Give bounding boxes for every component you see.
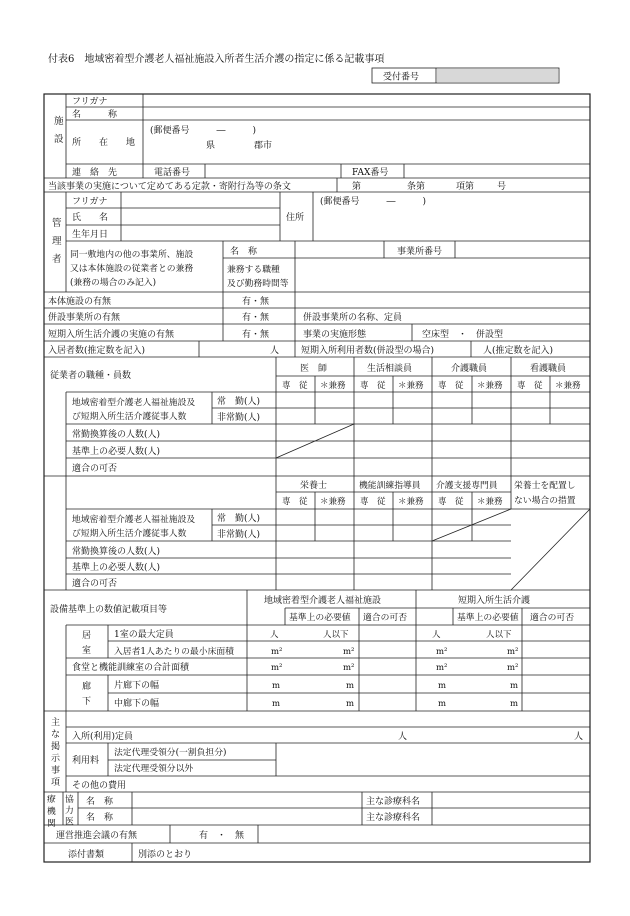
- corridor-single-label: 片廊下の幅: [114, 681, 160, 691]
- staff-row-label-1a: 地域密着型介護老人福祉施設及: [72, 398, 196, 408]
- manager-group-label-3: 者: [52, 254, 62, 265]
- medical-name-label-1: 名 称: [86, 797, 114, 807]
- role-counselor: 生活相談員: [367, 364, 413, 374]
- req-header-2: 基準上の必要値: [457, 613, 519, 623]
- facility-group-label-1: 施: [54, 116, 64, 127]
- facility-group-label-2: 設: [54, 134, 64, 145]
- svg-text:項: 項: [51, 778, 61, 788]
- room-label-1: 居: [82, 631, 92, 641]
- medical-name-label-2: 名 称: [86, 813, 114, 823]
- required-label-1: 基準上の必要人数(人): [72, 447, 161, 457]
- attached-label: 併設事業所の有無: [48, 313, 121, 323]
- corridor-middle-label: 中廊下の幅: [114, 699, 160, 709]
- reception-label: 受付番号: [383, 72, 420, 83]
- manager-postal-code: (郵便番号 ― ): [320, 197, 427, 207]
- concurrent-duty-line-1: 兼務する職種: [227, 265, 280, 275]
- articles-label: 当該事業の実施について定めてある定款・寄附行為等の条文: [48, 182, 291, 192]
- role-doctor: 医 師: [300, 364, 328, 374]
- full-time-label-1: 専 従: [282, 381, 308, 391]
- concurrent-line-1: 同一敷地内の他の事業所、施設: [70, 250, 194, 260]
- req-header-1: 基準上の必要値: [289, 613, 351, 623]
- unit-12: m²: [507, 663, 519, 673]
- full-time-label-3: 専 従: [438, 381, 464, 391]
- unit-15: m: [438, 681, 447, 691]
- unit-8: m²: [507, 647, 519, 657]
- part-time-label-1: ＊兼務: [320, 381, 346, 391]
- manager-name-label: 氏 名: [72, 213, 109, 223]
- part-time-label-2: ＊兼務: [398, 381, 424, 391]
- unit-3: 人: [432, 630, 441, 640]
- unit-17: m: [272, 699, 281, 709]
- concurrent-duty-line-2: 及び勤務時間等: [227, 279, 289, 289]
- form-border: [44, 94, 590, 862]
- role-nurse: 看護職員: [530, 364, 567, 374]
- svg-text:な: な: [51, 730, 61, 740]
- ok-header-2: 適合の可否: [530, 613, 574, 623]
- short-stay-value[interactable]: 有・無: [242, 330, 270, 340]
- paragraph-no: 項第: [456, 182, 475, 192]
- corridor-label-1: 廊: [82, 682, 92, 692]
- unit-5: m²: [271, 647, 283, 657]
- main-facility-value[interactable]: 有・無: [242, 297, 270, 307]
- svg-text:機: 機: [47, 807, 56, 817]
- unit-19: m: [438, 699, 447, 709]
- role-rehab-trainer: 機能訓練指導員: [359, 481, 421, 491]
- manager-furigana-label: フリガナ: [72, 197, 108, 207]
- full-time-label-5: 専 従: [282, 497, 308, 507]
- fulltime-label-2: 常 勤(人): [217, 514, 261, 524]
- room-min-label: 入居者1人あたりの最小床面積: [114, 647, 234, 657]
- unit-10: m²: [343, 663, 355, 673]
- full-time-label-2: 専 従: [360, 381, 386, 391]
- unit-4: 人以下: [486, 630, 512, 640]
- short-stay-form-label: 事業の実施形態: [303, 330, 367, 340]
- svg-text:事: 事: [51, 766, 61, 776]
- items-capacity-unit-2: 人: [574, 732, 584, 742]
- items-capacity-label: 入所(利用)定員: [72, 732, 134, 742]
- manager-dob-label: 生年月日: [72, 230, 109, 240]
- facility-fax-label: FAX番号: [352, 168, 389, 178]
- full-time-label-4: 専 従: [517, 381, 543, 391]
- svg-text:力: 力: [65, 806, 74, 816]
- item-no: 号: [497, 182, 507, 192]
- svg-text:協: 協: [65, 795, 74, 805]
- facility-tel-label: 電話番号: [154, 168, 191, 178]
- part-time-label-3: ＊兼務: [477, 381, 503, 391]
- facility-contact-label: 連 絡 先: [72, 168, 118, 178]
- nutri-note-line-2: ない場合の措置: [514, 496, 576, 506]
- facility-address-label: 所 在 地: [72, 138, 136, 148]
- medical-dept-label-2: 主な診療科名: [366, 813, 421, 823]
- role-dietitian: 栄養士: [300, 481, 328, 491]
- unit-7: m²: [436, 647, 448, 657]
- staff-header-row-1: [282, 380, 581, 391]
- unit-18: m: [346, 699, 355, 709]
- manager-address-label: 住所: [286, 213, 305, 223]
- svg-text:掲: 掲: [51, 742, 61, 752]
- meeting-value[interactable]: 有 ・ 無: [199, 831, 245, 841]
- facility-postal-code: (郵便番号 ― ): [150, 126, 257, 136]
- parttime-label-2: 非常勤(人): [217, 530, 261, 540]
- unit-11: m²: [436, 663, 448, 673]
- concurrent-name-label: 名 称: [230, 247, 258, 257]
- equipment-col-facility: 地域密着型介護老人福祉施設: [264, 596, 382, 606]
- unit-9: m²: [271, 663, 283, 673]
- facility-city-label: 郡市: [254, 141, 273, 151]
- room-label-2: 室: [82, 646, 92, 656]
- unit-20: m: [510, 699, 519, 709]
- svg-text:医: 医: [65, 817, 74, 827]
- grid-lines: [44, 94, 590, 862]
- unit-6: m²: [343, 647, 355, 657]
- attached-value[interactable]: 有・無: [242, 313, 270, 323]
- nutri-note-line-1: 栄養士を配置し: [514, 481, 576, 491]
- fte-label-2: 常勤換算後の人数(人): [72, 547, 161, 557]
- form-title: 付表6 地域密着型介護老人福祉施設入所者生活介護の指定に係る記載事項: [48, 54, 385, 65]
- short-capacity-unit: 人(推定数を記入): [483, 346, 554, 356]
- fee-agency-label: 法定代理受領分(一割負担分): [114, 748, 227, 758]
- svg-text:療: 療: [47, 795, 56, 805]
- items-capacity-unit-1: 人: [398, 732, 408, 742]
- equipment-col-short-stay: 短期入所生活介護: [458, 596, 531, 606]
- capacity-label: 入居者数(推定数を記入): [48, 346, 146, 356]
- facility-furigana-label: フリガナ: [72, 97, 108, 107]
- manager-group-label-2: 理: [52, 236, 62, 247]
- staff-row-label-2a: 地域密着型介護老人福祉施設及: [72, 515, 196, 525]
- unit-13: m: [272, 681, 281, 691]
- fulltime-label-1: 常 勤(人): [217, 397, 261, 407]
- attached-name-label: 併設事業所の名称、定員: [303, 313, 403, 323]
- part-time-label-6: ＊兼務: [398, 497, 424, 507]
- part-time-label-5: ＊兼務: [320, 497, 346, 507]
- corridor-label-2: 下: [82, 697, 92, 707]
- required-label-2: 基準上の必要人数(人): [72, 563, 161, 573]
- role-care-worker: 介護職員: [451, 364, 488, 374]
- fee-label: 利用料: [72, 756, 100, 766]
- facility-name-label: 名 称: [72, 110, 118, 120]
- role-care-manager: 介護支援専門員: [436, 481, 498, 491]
- fte-label-1: 常勤換算後の人数(人): [72, 430, 161, 440]
- main-facility-label: 本体施設の有無: [48, 297, 112, 307]
- full-time-label-7: 専 従: [438, 497, 464, 507]
- medical-group-label: [47, 793, 74, 829]
- part-time-label-4: ＊兼務: [555, 381, 581, 391]
- meeting-label: 運営推進会議の有無: [56, 831, 138, 841]
- concurrent-line-3: (兼務の場合のみ記入): [70, 278, 157, 288]
- other-fees-label: その他の費用: [72, 781, 127, 791]
- full-time-label-6: 専 従: [360, 497, 386, 507]
- svg-text:示: 示: [51, 754, 61, 764]
- svg-text:主: 主: [51, 718, 61, 728]
- unit-16: m: [510, 681, 519, 691]
- clause-no: 条第: [407, 182, 426, 192]
- ok-label-2: 適合の可否: [72, 579, 118, 589]
- ok-header-1: 適合の可否: [363, 613, 407, 623]
- article-no: 第: [352, 182, 362, 192]
- attach-label: 添付書類: [68, 850, 105, 860]
- unit-14: m: [346, 681, 355, 691]
- unit-1: 人: [270, 630, 279, 640]
- unit-2: 人以下: [323, 630, 349, 640]
- equipment-label: 設備基準上の数値記載項目等: [50, 605, 168, 615]
- short-capacity-label: 短期入所利用者数(併設型の場合): [301, 346, 435, 356]
- ok-label-1: 適合の可否: [72, 464, 118, 474]
- dining-label: 食堂と機能訓練室の合計面積: [72, 663, 190, 673]
- facility-pref-label: 県: [206, 141, 216, 151]
- part-time-label-7: ＊兼務: [477, 497, 503, 507]
- short-stay-form-value[interactable]: 空床型 ・ 併設型: [422, 330, 504, 340]
- staff-row-label-2b: び短期入所生活介護従事人数: [72, 529, 187, 539]
- staff-row-label-1b: び短期入所生活介護従事人数: [72, 412, 187, 422]
- medical-dept-label-1: 主な診療科名: [366, 797, 421, 807]
- items-group-label: [51, 716, 61, 788]
- reception-number-field[interactable]: [437, 69, 558, 82]
- concurrent-office-no-label: 事業所番号: [397, 247, 443, 257]
- manager-group-label-1: 管: [52, 218, 62, 229]
- staff-label: 従業者の職種・員数: [50, 371, 132, 381]
- short-stay-label: 短期入所生活介護の実施の有無: [48, 330, 175, 340]
- svg-text:関: 関: [47, 819, 56, 829]
- room-max-label: 1室の最大定員: [114, 630, 174, 640]
- parttime-label-1: 非常勤(人): [217, 413, 261, 423]
- concurrent-line-2: 又は本体施設の従業者との兼務: [70, 264, 194, 274]
- capacity-unit: 人: [270, 346, 280, 356]
- fee-other-label: 法定代理受領分以外: [114, 764, 194, 774]
- attach-value: 別添のとおり: [138, 850, 193, 860]
